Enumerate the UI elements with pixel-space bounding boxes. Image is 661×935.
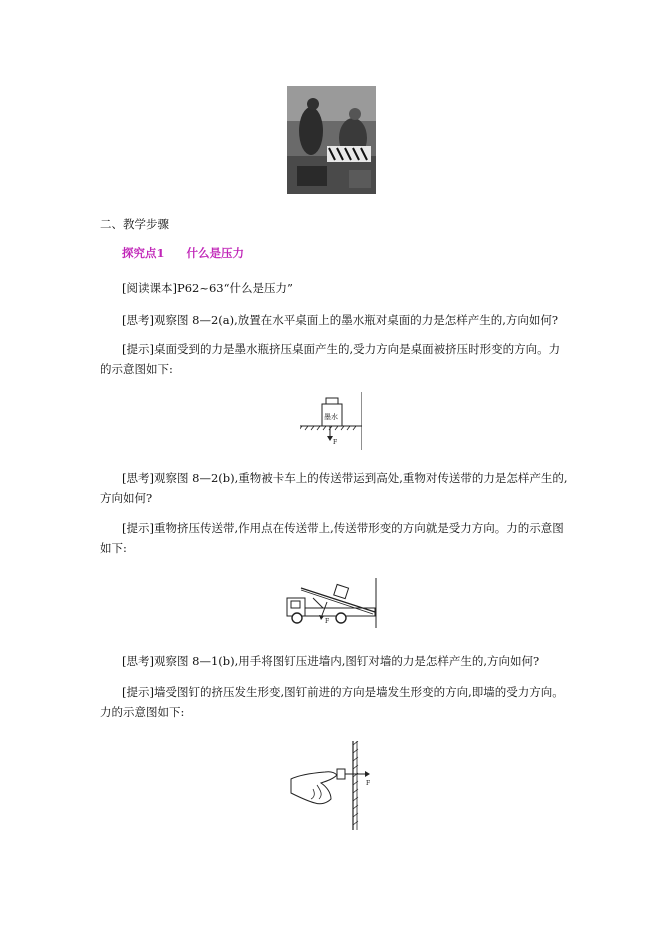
section-title	[122, 245, 244, 261]
paragraph-hint-3: [提示]墙受图钉的挤压发生形变,图钉前进的方向是墙发生形变的方向,即墙的受力方向。力的示意图如下:	[100, 685, 564, 719]
thumbtack-wall-figure	[287, 741, 374, 830]
force-label-2: F	[325, 618, 330, 625]
photo-image	[287, 86, 376, 194]
section-heading: 二、教学步骤	[100, 217, 169, 231]
paragraph-think-3: [思考]观察图 8—1(b),用手将图钉压进墙内,图钉对墙的力是怎样产生的,方向如何?	[122, 654, 540, 668]
paragraph-hint-2: [提示]重物挤压传送带,作用点在传送带上,传送带形变的方向就是受力方向。力的示意图如下:	[100, 521, 564, 555]
section-label: 探究点1	[122, 246, 165, 260]
force-label-1: F	[333, 439, 338, 446]
force-label-3: F	[366, 780, 371, 787]
paragraph-think-2: [思考]观察图 8—2(b),重物被卡车上的传送带运到高处,重物对传送带的力是怎样产生的,方向如何?	[100, 471, 568, 505]
truck-conveyor-figure	[283, 578, 379, 628]
ink-bottle-figure	[300, 392, 362, 450]
paragraph-think-1: [思考]观察图 8—2(a),放置在水平桌面上的墨水瓶对桌面的力是怎样产生的,方向如何?	[122, 313, 559, 327]
paragraph-hint-1: [提示]桌面受到的力是墨水瓶挤压桌面产生的,受力方向是桌面被挤压时形变的方向。力的示意图如下:	[100, 342, 561, 376]
paragraph-read: [阅读课本]P62~63“什么是压力”	[122, 281, 293, 295]
section-name: 什么是压力	[186, 246, 245, 260]
ink-label: 墨水	[324, 413, 338, 421]
